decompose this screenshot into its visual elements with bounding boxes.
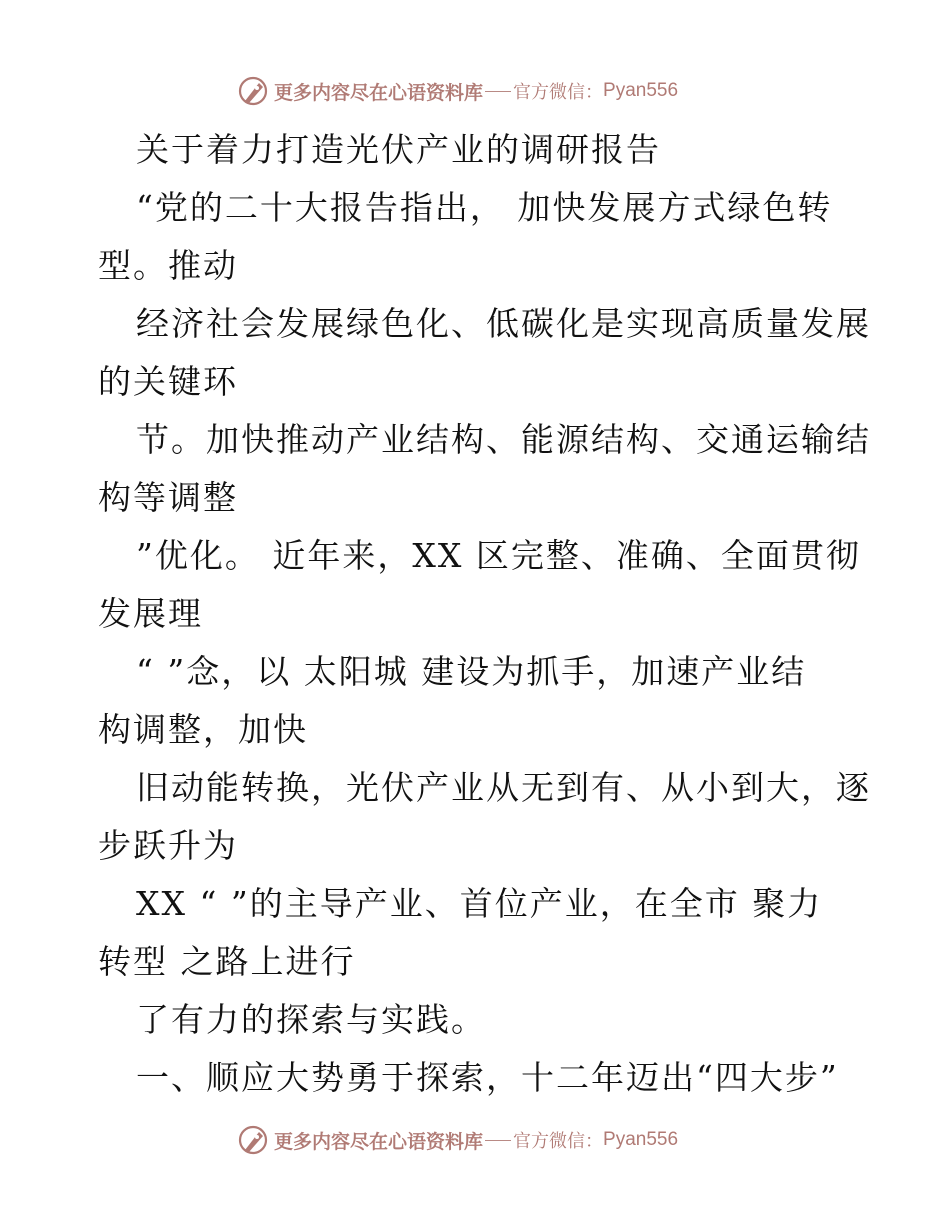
footer-watermark-banner bbox=[236, 1122, 716, 1158]
doc-line-16: 了有力的探索与实践。 bbox=[136, 1000, 486, 1039]
header-site-name: 更多内容尽在心语资料库 bbox=[274, 81, 484, 104]
doc-line-15: 转型 之路上进行 bbox=[98, 942, 356, 981]
header-watermark-banner bbox=[236, 73, 716, 109]
doc-line-10: “ ”念，以 太阳城 建设为抓手，加速产业结 bbox=[136, 652, 807, 691]
doc-line-5: 的关键环 bbox=[98, 362, 238, 401]
footer-dash-divider bbox=[485, 1140, 511, 1141]
doc-line-11: 构调整，加快 bbox=[98, 710, 308, 749]
pen-nib-logo-icon bbox=[236, 1123, 270, 1157]
footer-official-label: 官方微信： bbox=[513, 1131, 604, 1152]
doc-line-12: 旧动能转换，光伏产业从无到有、从小到大，逐 bbox=[136, 768, 871, 807]
doc-line-14: XX “ ”的主导产业、首位产业，在全市 聚力 bbox=[136, 884, 823, 923]
pen-nib-logo-icon bbox=[236, 74, 270, 108]
doc-line-13: 步跃升为 bbox=[98, 826, 238, 865]
doc-line-1: 关于着力打造光伏产业的调研报告 bbox=[136, 130, 661, 169]
doc-line-17: 一、顺应大势勇于探索，十二年迈出“四大步” bbox=[136, 1058, 839, 1097]
doc-line-8: ”优化。 近年来，XX 区完整、准确、全面贯彻 bbox=[136, 536, 861, 575]
footer-site-name: 更多内容尽在心语资料库 bbox=[274, 1130, 484, 1153]
header-official-label: 官方微信： bbox=[513, 82, 604, 103]
header-wechat-id: Pyan556 bbox=[603, 80, 679, 101]
doc-line-2: “党的二十大报告指出， 加快发展方式绿色转 bbox=[136, 188, 833, 227]
footer-wechat-id: Pyan556 bbox=[603, 1129, 679, 1150]
doc-line-9: 发展理 bbox=[98, 594, 203, 633]
doc-line-4: 经济社会发展绿色化、低碳化是实现高质量发展 bbox=[136, 304, 871, 343]
header-dash-divider bbox=[485, 91, 511, 92]
document-body bbox=[98, 121, 871, 1107]
doc-line-6: 节。加快推动产业结构、能源结构、交通运输结 bbox=[136, 420, 871, 459]
doc-line-3: 型。推动 bbox=[98, 246, 238, 285]
doc-line-7: 构等调整 bbox=[98, 478, 238, 517]
